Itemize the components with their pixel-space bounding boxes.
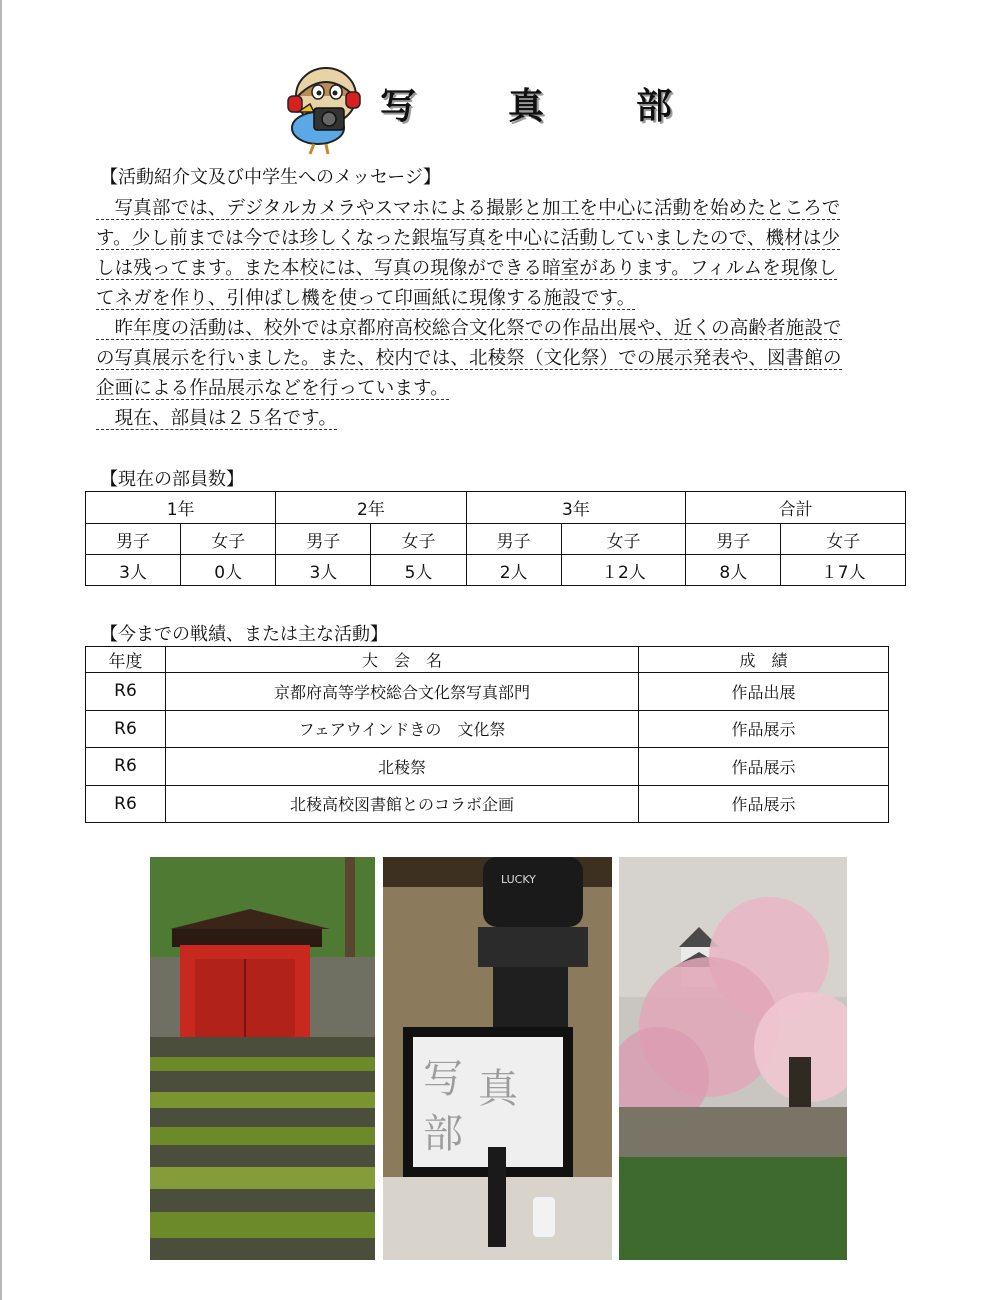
result-cell: 作品展示 [639,748,889,786]
table-row [86,785,889,823]
message-line: 写真部では、デジタルカメラやスマホによる撮影と加工を中心に活動を始めたところで [96,198,841,219]
event-header: 大 会 名 [166,647,639,673]
result-cell: 作品展示 [639,785,889,823]
page-left-border [0,0,2,1300]
event-cell: 北稜祭 [166,748,639,786]
gender-cell: 女子 [371,524,466,555]
bird-mascot-icon [284,62,364,156]
count-cell: 3人 [276,555,371,586]
count-cell: １7人 [781,555,906,586]
count-cell: １2人 [561,555,686,586]
year-cell: R6 [86,673,166,711]
darkroom-enlarger-photo [383,857,612,1260]
page-title [380,78,673,127]
activity-heading: 【活動紹介文及び中学生へのメッセージ】 [100,167,441,188]
gender-cell: 男子 [86,524,181,555]
result-header: 成 績 [639,647,889,673]
temple-gate-photo [150,857,375,1260]
enlarger-brand-label: LUCKY [501,873,536,886]
title-char: 部 [636,86,673,127]
event-cell: フェアウインドきの 文化祭 [166,710,639,748]
result-cell: 作品出展 [639,673,889,711]
message-line: 現在、部員は２５名です。 [96,408,337,429]
table-row [86,673,889,711]
year-cell: R6 [86,710,166,748]
count-cell: 0人 [181,555,276,586]
title-char: 写 [380,86,417,127]
result-cell: 作品展示 [639,710,889,748]
year-header: 年度 [86,647,166,673]
message-line: てネガを作り、引伸ばし機を使って印画紙に現像する施設です。 [96,288,636,309]
message-line: 昨年度の活動は、校外では京都府高校総合文化祭での作品出展や、近くの高齢者施設で [96,318,842,339]
year-cell: R6 [86,785,166,823]
count-cell: 5人 [371,555,466,586]
results-heading: 【今までの戦績、または主な活動】 [100,624,388,645]
message-line: の写真展示を行いました。また、校内では、北稜祭（文化祭）での展示発表や、図書館の [96,348,842,369]
print-char: 写 [423,1056,463,1102]
event-cell: 北稜高校図書館とのコラボ企画 [166,785,639,823]
gender-cell: 女子 [561,524,686,555]
gender-cell: 女子 [181,524,276,555]
year-cell: R6 [86,748,166,786]
activity-message [96,194,902,434]
title-char: 真 [508,86,545,127]
castle-sakura-photo [619,857,847,1260]
grade-header: 2年 [276,492,466,524]
grade-header: 1年 [86,492,276,524]
event-cell: 京都府高等学校総合文化祭写真部門 [166,673,639,711]
total-header: 合計 [686,492,906,524]
message-line: 企画による作品展示などを行っています。 [96,378,449,399]
members-table [85,491,906,586]
table-row [86,748,889,786]
gender-cell: 男子 [276,524,371,555]
count-cell: 3人 [86,555,181,586]
members-heading: 【現在の部員数】 [100,469,244,490]
print-char: 真 [478,1066,518,1112]
gender-cell: 男子 [466,524,561,555]
grade-header: 3年 [466,492,686,524]
table-row [86,710,889,748]
gender-cell: 女子 [781,524,906,555]
results-table [85,646,889,823]
print-char: 部 [423,1111,463,1157]
gender-cell: 男子 [686,524,781,555]
message-line: す。少し前までは今では珍しくなった銀塩写真を中心に活動していましたので、機材は少 [96,228,841,249]
message-line: しは残ってます。また本校には、写真の現像ができる暗室があります。フィルムを現像し [96,258,837,279]
count-cell: 8人 [686,555,781,586]
count-cell: 2人 [466,555,561,586]
